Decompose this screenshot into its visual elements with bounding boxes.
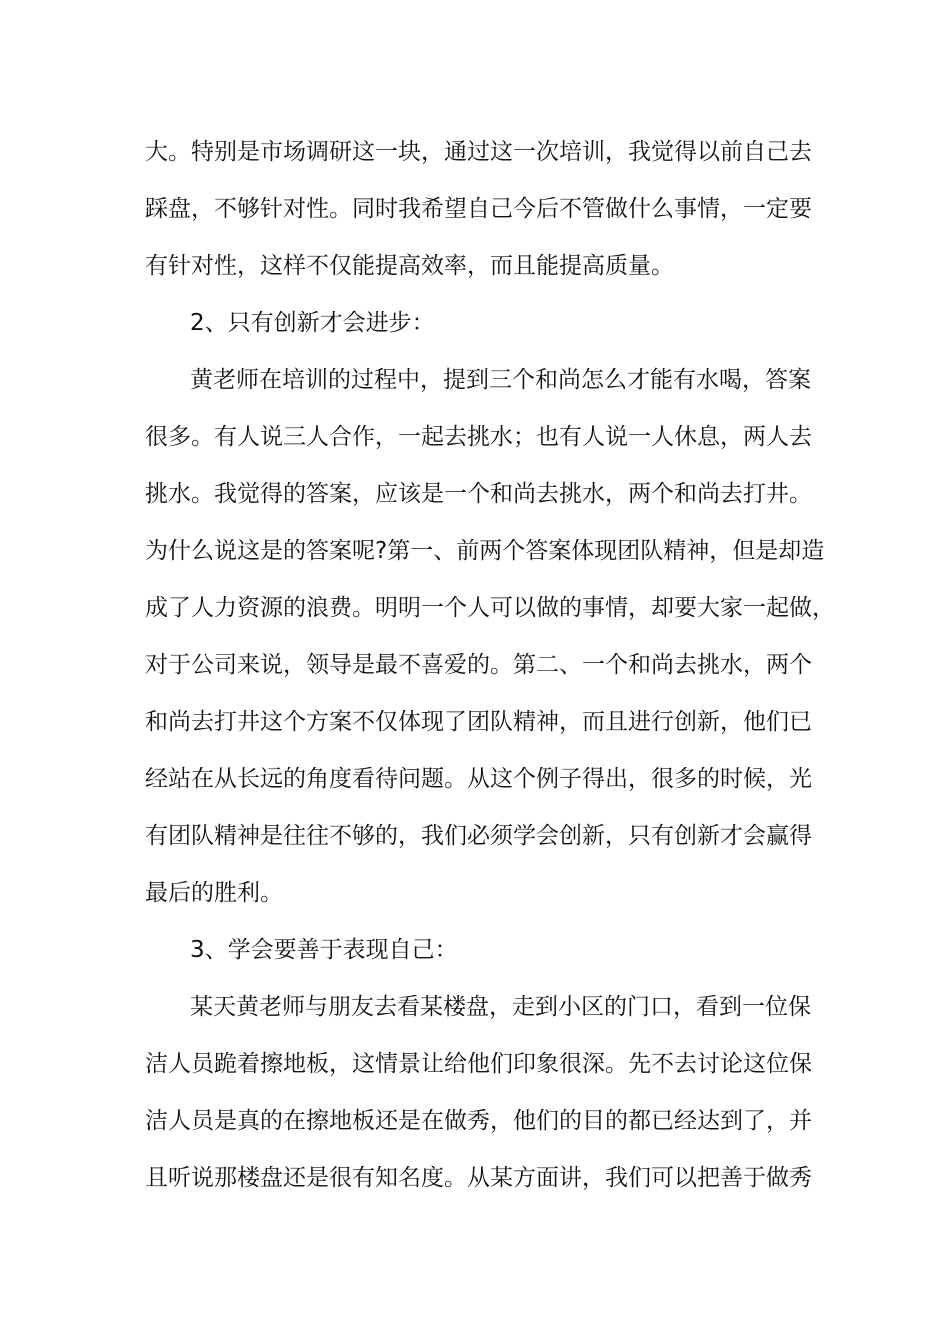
paragraph-line: 经站在从长远的角度看待问题。从这个例子得出，很多的时候，光: [145, 766, 812, 792]
paragraph-line: 成了人力资源的浪费。明明一个人可以做的事情，却要大家一起做，: [145, 595, 835, 621]
section-heading: 3、学会要善于表现自己：: [190, 937, 458, 963]
paragraph-line: 最后的胜利。: [145, 880, 283, 906]
paragraph-line: 踩盘，不够针对性。同时我希望自己今后不管做什么事情，一定要: [145, 196, 812, 222]
paragraph-line: 对于公司来说，领导是最不喜爱的。第二、一个和尚去挑水，两个: [145, 652, 812, 678]
paragraph-line: 黄老师在培训的过程中，提到三个和尚怎么才能有水喝，答案: [190, 367, 811, 393]
paragraph-line: 洁人员跪着擦地板，这情景让给他们印象很深。先不去讨论这位保: [145, 1051, 812, 1077]
paragraph-line: 和尚去打井这个方案不仅体现了团队精神，而且进行创新，他们已: [145, 709, 812, 735]
paragraph-line: 挑水。我觉得的答案，应该是一个和尚去挑水，两个和尚去打井。: [145, 481, 812, 507]
paragraph-line: 有针对性，这样不仅能提高效率，而且能提高质量。: [145, 253, 674, 279]
paragraph-line: 为什么说这是的答案呢?第一、前两个答案体现团队精神，但是却造: [145, 538, 825, 564]
section-heading: 2、只有创新才会进步：: [190, 310, 435, 336]
paragraph-line: 大。特别是市场调研这一块，通过这一次培训，我觉得以前自己去: [145, 139, 812, 165]
paragraph-line: 很多。有人说三人合作，一起去挑水；也有人说一人休息，两人去: [145, 424, 812, 450]
paragraph-line: 且听说那楼盘还是很有知名度。从某方面讲，我们可以把善于做秀: [145, 1165, 812, 1191]
paragraph-line: 洁人员是真的在擦地板还是在做秀，他们的目的都已经达到了，并: [145, 1108, 812, 1134]
paragraph-line: 某天黄老师与朋友去看某楼盘，走到小区的门口，看到一位保: [190, 994, 811, 1020]
paragraph-line: 有团队精神是往往不够的，我们必须学会创新，只有创新才会赢得: [145, 823, 812, 849]
